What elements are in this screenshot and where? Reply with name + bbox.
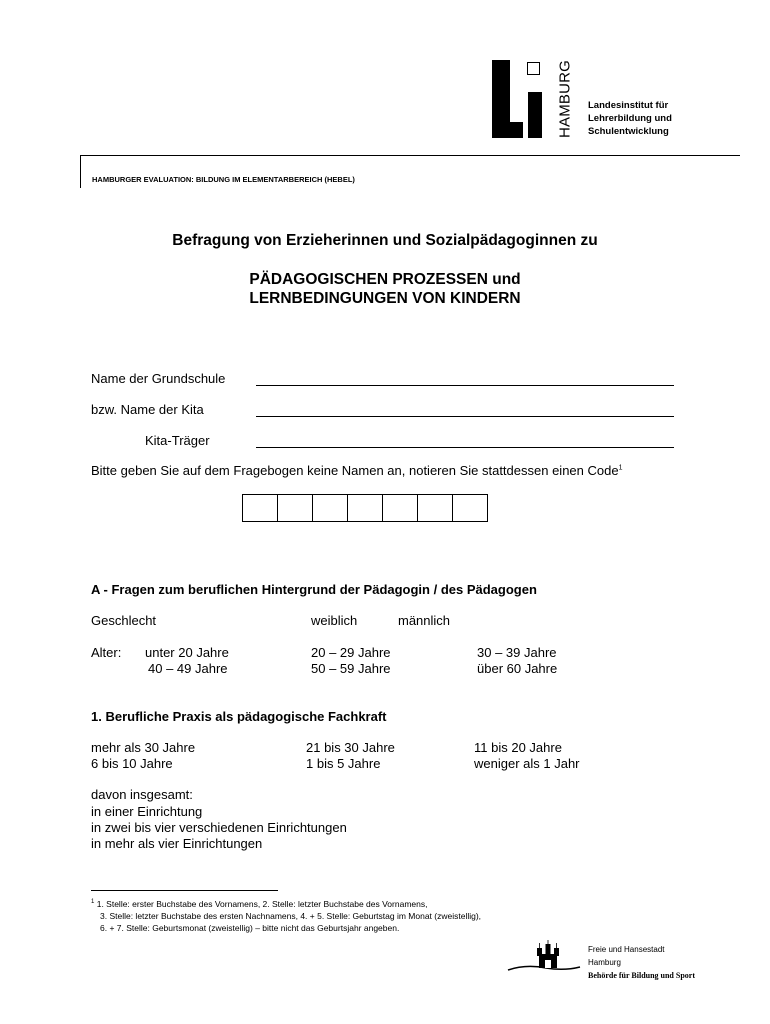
code-box[interactable] [277, 494, 313, 522]
logo-letter-l-foot [492, 122, 523, 138]
school-label: Name der Grundschule [91, 371, 226, 386]
carrier-label: Kita-Träger [145, 433, 210, 448]
kita-label: bzw. Name der Kita [91, 402, 204, 417]
survey-title: Befragung von Erzieherinnen und Sozialpädagoginnen zu [172, 232, 598, 249]
practice-option[interactable]: weniger als 1 Jahr [474, 756, 580, 771]
authority-name: Freie und Hansestadt Hamburg Behörde für Bildung und Sport [588, 945, 695, 980]
code-box[interactable] [452, 494, 488, 522]
gender-option-male[interactable]: männlich [398, 613, 451, 628]
age-option[interactable]: 30 – 39 Jahre [477, 645, 557, 660]
practice-option[interactable]: 21 bis 30 Jahre [306, 740, 395, 755]
institutions-option[interactable]: in mehr als vier Einrichtungen [91, 836, 263, 851]
gender-option-female[interactable]: weiblich [311, 613, 358, 628]
header-title: HAMBURGER EVALUATION: BILDUNG IM ELEMENTARBEREICH (HEBEL) [92, 175, 355, 184]
age-option[interactable]: 20 – 29 Jahre [311, 645, 391, 660]
survey-subtitle: PÄDAGOGISCHEN PROZESSEN und LERNBEDINGUNGEN VON KINDERN [249, 271, 521, 307]
age-label: Alter: [91, 645, 122, 660]
code-box[interactable] [312, 494, 348, 522]
age-option[interactable]: 50 – 59 Jahre [311, 661, 391, 676]
practice-option[interactable]: mehr als 30 Jahre [91, 740, 196, 755]
section-a-heading: A - Fragen zum beruflichen Hintergrund der Pädagogin / des Pädagogen [91, 582, 537, 597]
footnote-rule [91, 890, 278, 891]
header-rule [80, 155, 740, 156]
footnote: $^1$ 1. Stelle: erster Buchstabe des Vornamens, 2. Stelle: letzter Buchstabe des Vornamens, 3. Stelle: letzter Buchstabe des ersten Nachnamens, 4. + 5. Stelle: Geburtstag im Monat (zweistellig), 6. + 7. Stelle: Geburtsmonat (zweistellig) – bitte nicht das Geburtsjahr angeben. [91, 898, 482, 933]
practice-option[interactable]: 1 bis 5 Jahre [306, 756, 381, 771]
code-box[interactable] [347, 494, 383, 522]
institutions-option[interactable]: in zwei bis vier verschiedenen Einrichtungen [91, 820, 347, 835]
institute-name: Landesinstitut für Lehrerbildung und Schulentwicklung [588, 100, 672, 137]
logo-square-icon [527, 62, 540, 75]
practice-option[interactable]: 6 bis 10 Jahre [91, 756, 173, 771]
hamburg-castle-icon [506, 940, 582, 974]
code-boxes [243, 494, 488, 522]
code-instruction: Bitte geben Sie auf dem Fragebogen keine Namen an, notieren Sie stattdessen einen Code$^1$ [91, 463, 623, 478]
code-box[interactable] [242, 494, 278, 522]
code-box[interactable] [382, 494, 418, 522]
code-box[interactable] [417, 494, 453, 522]
logo-letter-i [528, 92, 542, 138]
header-rule-vertical [80, 155, 81, 188]
gender-label: Geschlecht [91, 613, 157, 628]
institutions-label: davon insgesamt: [91, 787, 193, 802]
kita-input-line[interactable] [256, 416, 674, 417]
institutions-option[interactable]: in einer Einrichtung [91, 804, 203, 819]
practice-option[interactable]: 11 bis 20 Jahre [474, 740, 562, 755]
age-option[interactable]: 40 – 49 Jahre [148, 661, 228, 676]
carrier-input-line[interactable] [256, 447, 674, 448]
section-1-heading: 1. Berufliche Praxis als pädagogische Fachkraft [91, 709, 387, 724]
age-option[interactable]: unter 20 Jahre [145, 645, 229, 660]
school-input-line[interactable] [256, 385, 674, 386]
age-option[interactable]: über 60 Jahre [477, 661, 558, 676]
logo-vertical-text: HAMBURG [556, 59, 574, 139]
